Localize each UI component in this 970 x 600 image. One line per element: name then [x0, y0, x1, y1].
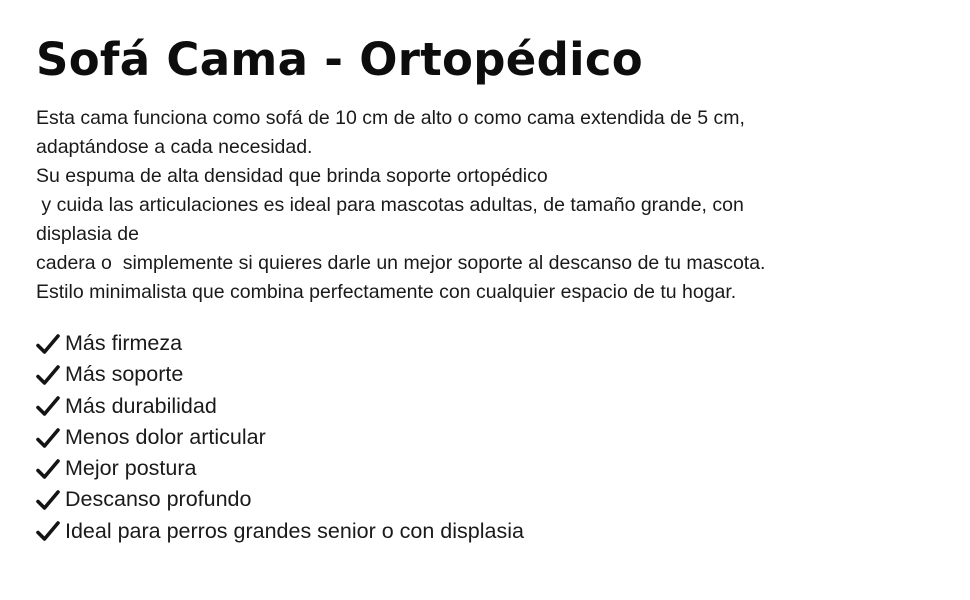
feature-item-soporte [36, 359, 956, 390]
feature-label: Menos dolor articular [65, 424, 266, 449]
feature-label: Mejor postura [65, 456, 197, 481]
check-icon [36, 458, 60, 480]
feature-list [36, 328, 956, 547]
feature-item-ideal-perros [36, 516, 956, 547]
feature-label: Más soporte [65, 362, 184, 387]
check-icon [36, 489, 60, 511]
description-line: Su espuma de alta densidad que brinda soporte ortopédico [36, 165, 548, 187]
check-icon [36, 395, 60, 417]
check-icon [36, 520, 60, 542]
feature-label: Ideal para perros grandes senior o con displasia [65, 518, 524, 543]
feature-label: Más durabilidad [65, 393, 217, 418]
feature-item-durabilidad [36, 391, 956, 422]
description-line: Estilo minimalista que combina perfectamente con cualquier espacio de tu hogar. [36, 281, 737, 303]
description-line: displasia de [36, 223, 139, 245]
feature-item-dolor-articular [36, 422, 956, 453]
product-description [36, 104, 956, 307]
check-icon [36, 364, 60, 386]
feature-item-descanso [36, 484, 956, 515]
description-line: y cuida las articulaciones es ideal para mascotas adultas, de tamaño grande, con [36, 194, 744, 216]
check-icon [36, 427, 60, 449]
feature-item-postura [36, 453, 956, 484]
check-icon [36, 333, 60, 355]
feature-item-firmeza [36, 328, 956, 359]
feature-label: Descanso profundo [65, 487, 252, 512]
description-line: adaptándose a cada necesidad. [36, 136, 313, 158]
description-line: Esta cama funciona como sofá de 10 cm de alto o como cama extendida de 5 cm, [36, 107, 745, 129]
page-title: Sofá Cama - Ortopédico [36, 33, 644, 86]
product-description-page [36, 30, 956, 547]
description-line: cadera o simplemente si quieres darle un mejor soporte al descanso de tu mascota. [36, 252, 766, 274]
feature-label: Más firmeza [65, 331, 183, 355]
